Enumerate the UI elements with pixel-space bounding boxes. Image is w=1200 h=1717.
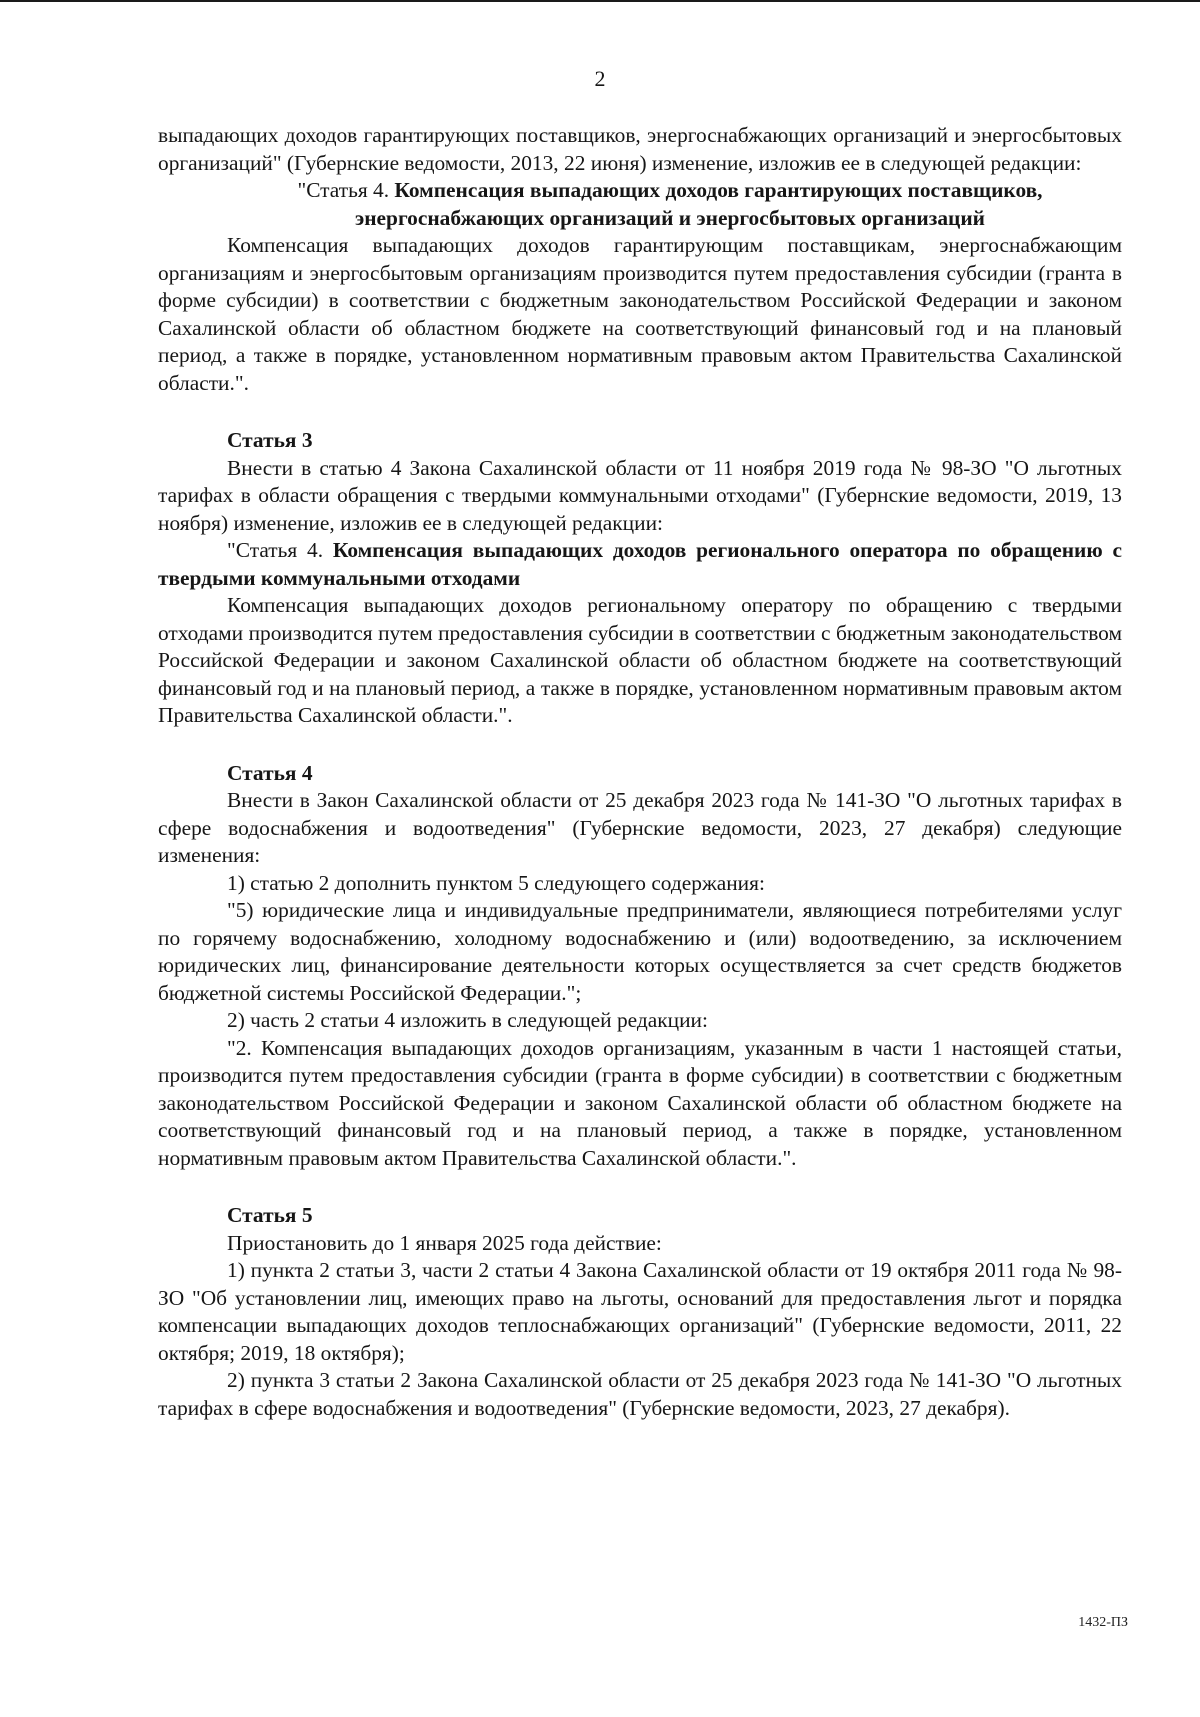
scan-edge-line xyxy=(0,0,1200,2)
quote-prefix: "Статья 4. xyxy=(227,538,333,562)
article4-item-1: 1) статью 2 дополнить пунктом 5 следующего содержания: xyxy=(227,870,765,895)
article3-paragraph-2: Компенсация выпадающих доходов региональному оператору по обращению с твердыми отходами производится путем предоставления субсидии в соответствии с бюджетным законодательством Российской Федерации и законом Сахалинской области об областном бюджете на соответствующий финансовый год и на плановый период, а также в порядке, установленном нормативным правовым актом Правительства Сахалинской области.". xyxy=(158,593,1122,727)
article3-heading: Статья 3 xyxy=(227,428,313,452)
article3-quoted-title xyxy=(158,537,1122,592)
page-number: 2 xyxy=(594,66,606,91)
article5-item-2: 2) пункта 3 статьи 2 Закона Сахалинской области от 25 декабря 2023 года № 141-ЗО "О льготных тарифах в сфере водоснабжения и водоотведения" (Губернские ведомости, 2023, 27 декабря). xyxy=(158,1368,1122,1420)
quote-prefix: "Статья 4. xyxy=(297,178,395,202)
article5-paragraph-1: Приостановить до 1 января 2025 года действие: xyxy=(227,1230,662,1255)
document-body xyxy=(158,122,1122,1422)
quoted-article-title: Компенсация выпадающих доходов гарантирующих поставщиков, энергоснабжающих организаций и энергосбытовых организаций xyxy=(354,178,1043,230)
article4-item-2: 2) часть 2 статьи 4 изложить в следующей редакции: xyxy=(227,1008,708,1032)
intro-paragraph: выпадающих доходов гарантирующих поставщиков, энергоснабжающих организаций и энергосбытовых организаций" (Губернские ведомости, 2013, 22 июня) изменение, изложив ее в следующей редакции: xyxy=(158,123,1122,175)
article4-paragraph-1: Внести в Закон Сахалинской области от 25 декабря 2023 года № 141-ЗО "О льготных тарифах в сфере водоснабжения и водоотведения" (Губернские ведомости, 2023, 27 декабря) следующие изменения: xyxy=(158,788,1122,867)
article5-item-1: 1) пункта 2 статьи 3, части 2 статьи 4 Закона Сахалинской области от 19 октября 2011 года № 98-ЗО "Об установлении лиц, имеющих право на льготы, оснований для предоставления льгот и порядка компенсации выпадающих доходов теплоснабжающих организаций" (Губернские ведомости, 2011, 22 октября; 2019, 18 октября); xyxy=(158,1258,1122,1365)
quoted-article-title: Компенсация выпадающих доходов регионального оператора по обращению с твердыми коммунальными отходами xyxy=(158,538,1122,590)
document-code: 1432-ПЗ xyxy=(1078,1615,1128,1630)
intro-quoted-article-title xyxy=(158,177,1122,232)
article4-item-1-text: "5) юридические лица и индивидуальные предприниматели, являющиеся потребителями услуг по горячему водоснабжению, холодному водоснабжению и (или) водоотведению, за исключением юридических лиц, финансирование деятельности которых осуществляется за счет средств бюджетов бюджетной системы Российской Федерации."; xyxy=(158,898,1122,1005)
article4-heading: Статья 4 xyxy=(227,760,313,785)
intro-quoted-paragraph: Компенсация выпадающих доходов гарантирующим поставщикам, энергоснабжающим организациям и энергосбытовым организациям производится путем предоставления субсидии (гранта в форме субсидии) в соответствии с бюджетным законодательством Российской Федерации и законом Сахалинской области об областном бюджете на соответствующий финансовый год и на плановый период, а также в порядке, установленном нормативным правовым актом Правительства Сахалинской области.". xyxy=(158,233,1122,395)
article4-item-2-text: "2. Компенсация выпадающих доходов организациям, указанным в части 1 настоящей статьи, производится путем предоставления субсидии (гранта в форме субсидии) в соответствии с бюджетным законодательством Российской Федерации и законом Сахалинской области об областном бюджете на соответствующий финансовый год и на плановый период, а также в порядке, установленном нормативным правовым актом Правительства Сахалинской области.". xyxy=(158,1035,1122,1170)
article3-paragraph-1: Внести в статью 4 Закона Сахалинской области от 11 ноября 2019 года № 98-ЗО "О льготных тарифах в области обращения с твердыми коммунальными отходами" (Губернские ведомости, 2019, 13 ноября) изменение, изложив ее в следующей редакции: xyxy=(158,455,1122,535)
article5-heading: Статья 5 xyxy=(227,1203,313,1227)
